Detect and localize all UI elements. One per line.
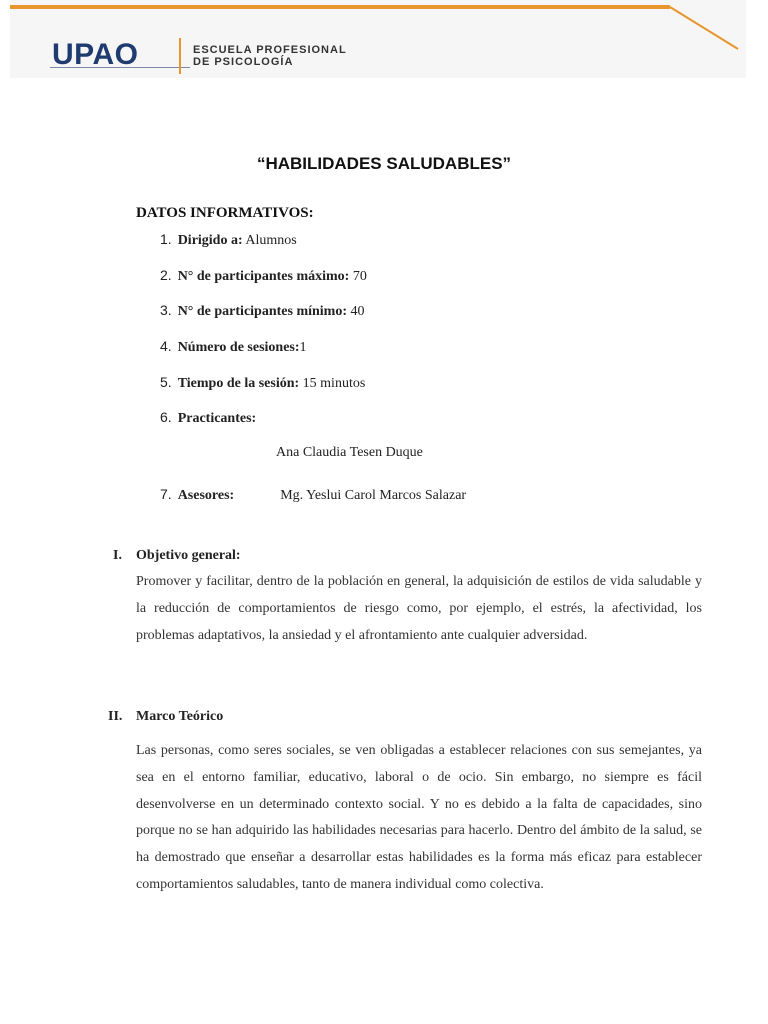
- school-name-line2: DE PSICOLOGÍA: [193, 56, 294, 68]
- section-title: Marco Teórico: [136, 709, 224, 724]
- item-number: 7.: [160, 486, 172, 502]
- item-label: Dirigido a:: [177, 233, 243, 248]
- item-value: 40: [347, 304, 365, 319]
- list-item: [160, 302, 365, 320]
- item-label: Practicantes:: [177, 411, 257, 426]
- item-label: N° de participantes máximo:: [177, 269, 350, 284]
- item-number: 5.: [160, 374, 172, 390]
- item-value: 70: [349, 269, 367, 284]
- section-number: II.: [108, 709, 123, 724]
- item-number: 3.: [160, 302, 172, 318]
- school-name-line1: ESCUELA PROFESIONAL: [193, 44, 347, 56]
- header-divider: [179, 38, 181, 74]
- practicante-name: Ana Claudia Tesen Duque: [276, 445, 423, 460]
- document-title: “HABILIDADES SALUDABLES”: [256, 154, 512, 173]
- section-number: I.: [113, 548, 122, 563]
- item-number: 1.: [160, 231, 172, 247]
- item-value: Mg. Yeslui Carol Marcos Salazar: [280, 488, 467, 503]
- upao-logo: UPAO: [52, 38, 139, 71]
- upao-logo-subtext: [50, 67, 190, 70]
- item-label: N° de participantes mínimo:: [177, 304, 347, 319]
- list-item: [160, 374, 365, 392]
- item-number: 4.: [160, 338, 172, 354]
- item-number: 2.: [160, 267, 172, 283]
- list-item: [160, 338, 307, 356]
- section-body: Promover y facilitar, dentro de la población en general, la adquisición de estilos de vida saludable y la reducción de comportamientos de riesgo como, por ejemplo, el estrés, la afectividad, los problemas adaptativos, la ansiedad y el afrontamiento ante cualquier adversidad.: [136, 574, 702, 643]
- list-item: [160, 267, 367, 285]
- header-accent-diagonal: [660, 3, 750, 53]
- school-name: [193, 44, 347, 68]
- section-body: Las personas, como seres sociales, se ven obligadas a establecer relaciones con sus semejantes, ya sea en el entorno familiar, educativo, laboral o de ocio. Sin embargo, no siempre es fácil desenvolverse en un determinado contexto social. Y no es debido a la falta de capacidades, sino porque no se han adquirido las habilidades necesarias para hacerlo. Dentro del ámbito de la salud, se ha demostrado que enseñar a desarrollar estas habilidades es la forma más eficaz para establecer comportamientos saludables, tanto de manera individual como colectiva.: [136, 743, 702, 892]
- item-label: Asesores:: [177, 488, 235, 503]
- item-value: 1: [299, 340, 307, 355]
- item-label: Tiempo de la sesión:: [177, 376, 300, 391]
- datos-heading: DATOS INFORMATIVOS:: [136, 205, 314, 221]
- header-accent-line: [10, 5, 670, 9]
- item-value: Alumnos: [242, 233, 297, 248]
- item-number: 6.: [160, 409, 172, 425]
- item-value: 15 minutos: [299, 376, 366, 391]
- list-item: [160, 486, 466, 504]
- item-label: Número de sesiones:: [177, 340, 300, 355]
- section-title: Objetivo general:: [136, 548, 241, 563]
- list-item: [160, 409, 256, 427]
- list-item: [160, 231, 297, 249]
